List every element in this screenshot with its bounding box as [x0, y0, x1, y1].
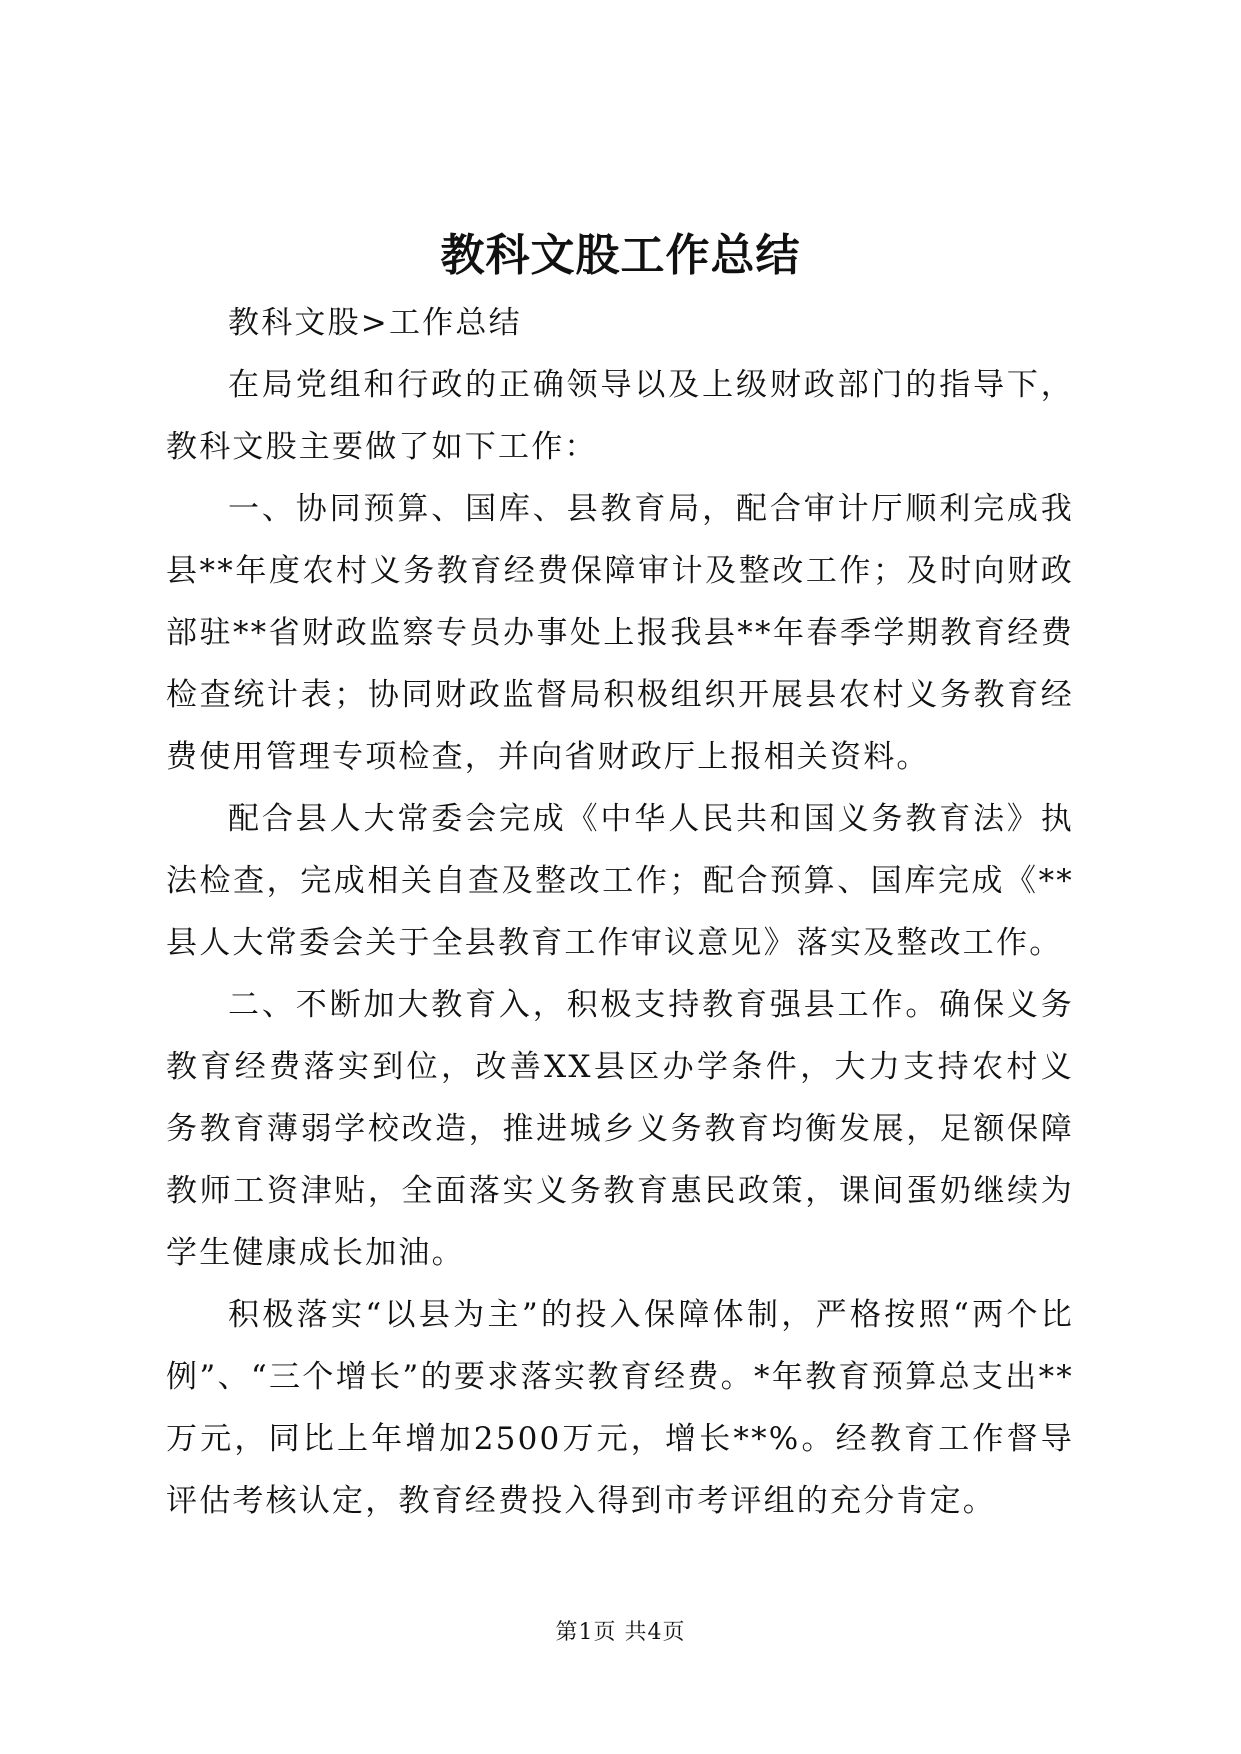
paragraph-funding: 积极落实“以县为主”的投入保障体制，严格按照“两个比例”、“三个增长”的要求落实教育经费。*年教育预算总支出**万元，同比上年增加2500万元，增长**%。经教育工作督导评估考核认定，教育经费投入得到市考评组的充分肯定。 — [166, 1297, 1074, 1519]
breadcrumb: 教科文股>工作总结 — [228, 305, 522, 341]
document-title: 教科文股工作总结 — [440, 230, 801, 281]
paragraph-npc-inspection: 配合县人大常委会完成《中华人民共和国义务教育法》执法检查，完成相关自查及整改工作；配合预算、国库完成《**县人大常委会关于全县教育工作审议意见》落实及整改工作。 — [166, 801, 1074, 961]
paragraph-intro: 在局党组和行政的正确领导以及上级财政部门的指导下，教科文股主要做了如下工作： — [166, 367, 1074, 465]
paragraph-section-two: 二、不断加大教育入，积极支持教育强县工作。确保义务教育经费落实到位，改善XX县区办学条件，大力支持农村义务教育薄弱学校改造，推进城乡义务教育均衡发展，足额保障教师工资津贴，全面落实义务教育惠民政策，课间蛋奶继续为学生健康成长加油。 — [166, 987, 1074, 1271]
page-number: 第1页 共4页 — [555, 1620, 686, 1645]
document-body — [166, 292, 1074, 1532]
paragraph-section-one: 一、协同预算、国库、县教育局，配合审计厅顺利完成我县**年度农村义务教育经费保障审计及整改工作；及时向财政部驻**省财政监察专员办事处上报我县**年春季学期教育经费检查统计表；协同财政监督局积极组织开展县农村义务教育经费使用管理专项检查，并向省财政厅上报相关资料。 — [166, 491, 1074, 775]
